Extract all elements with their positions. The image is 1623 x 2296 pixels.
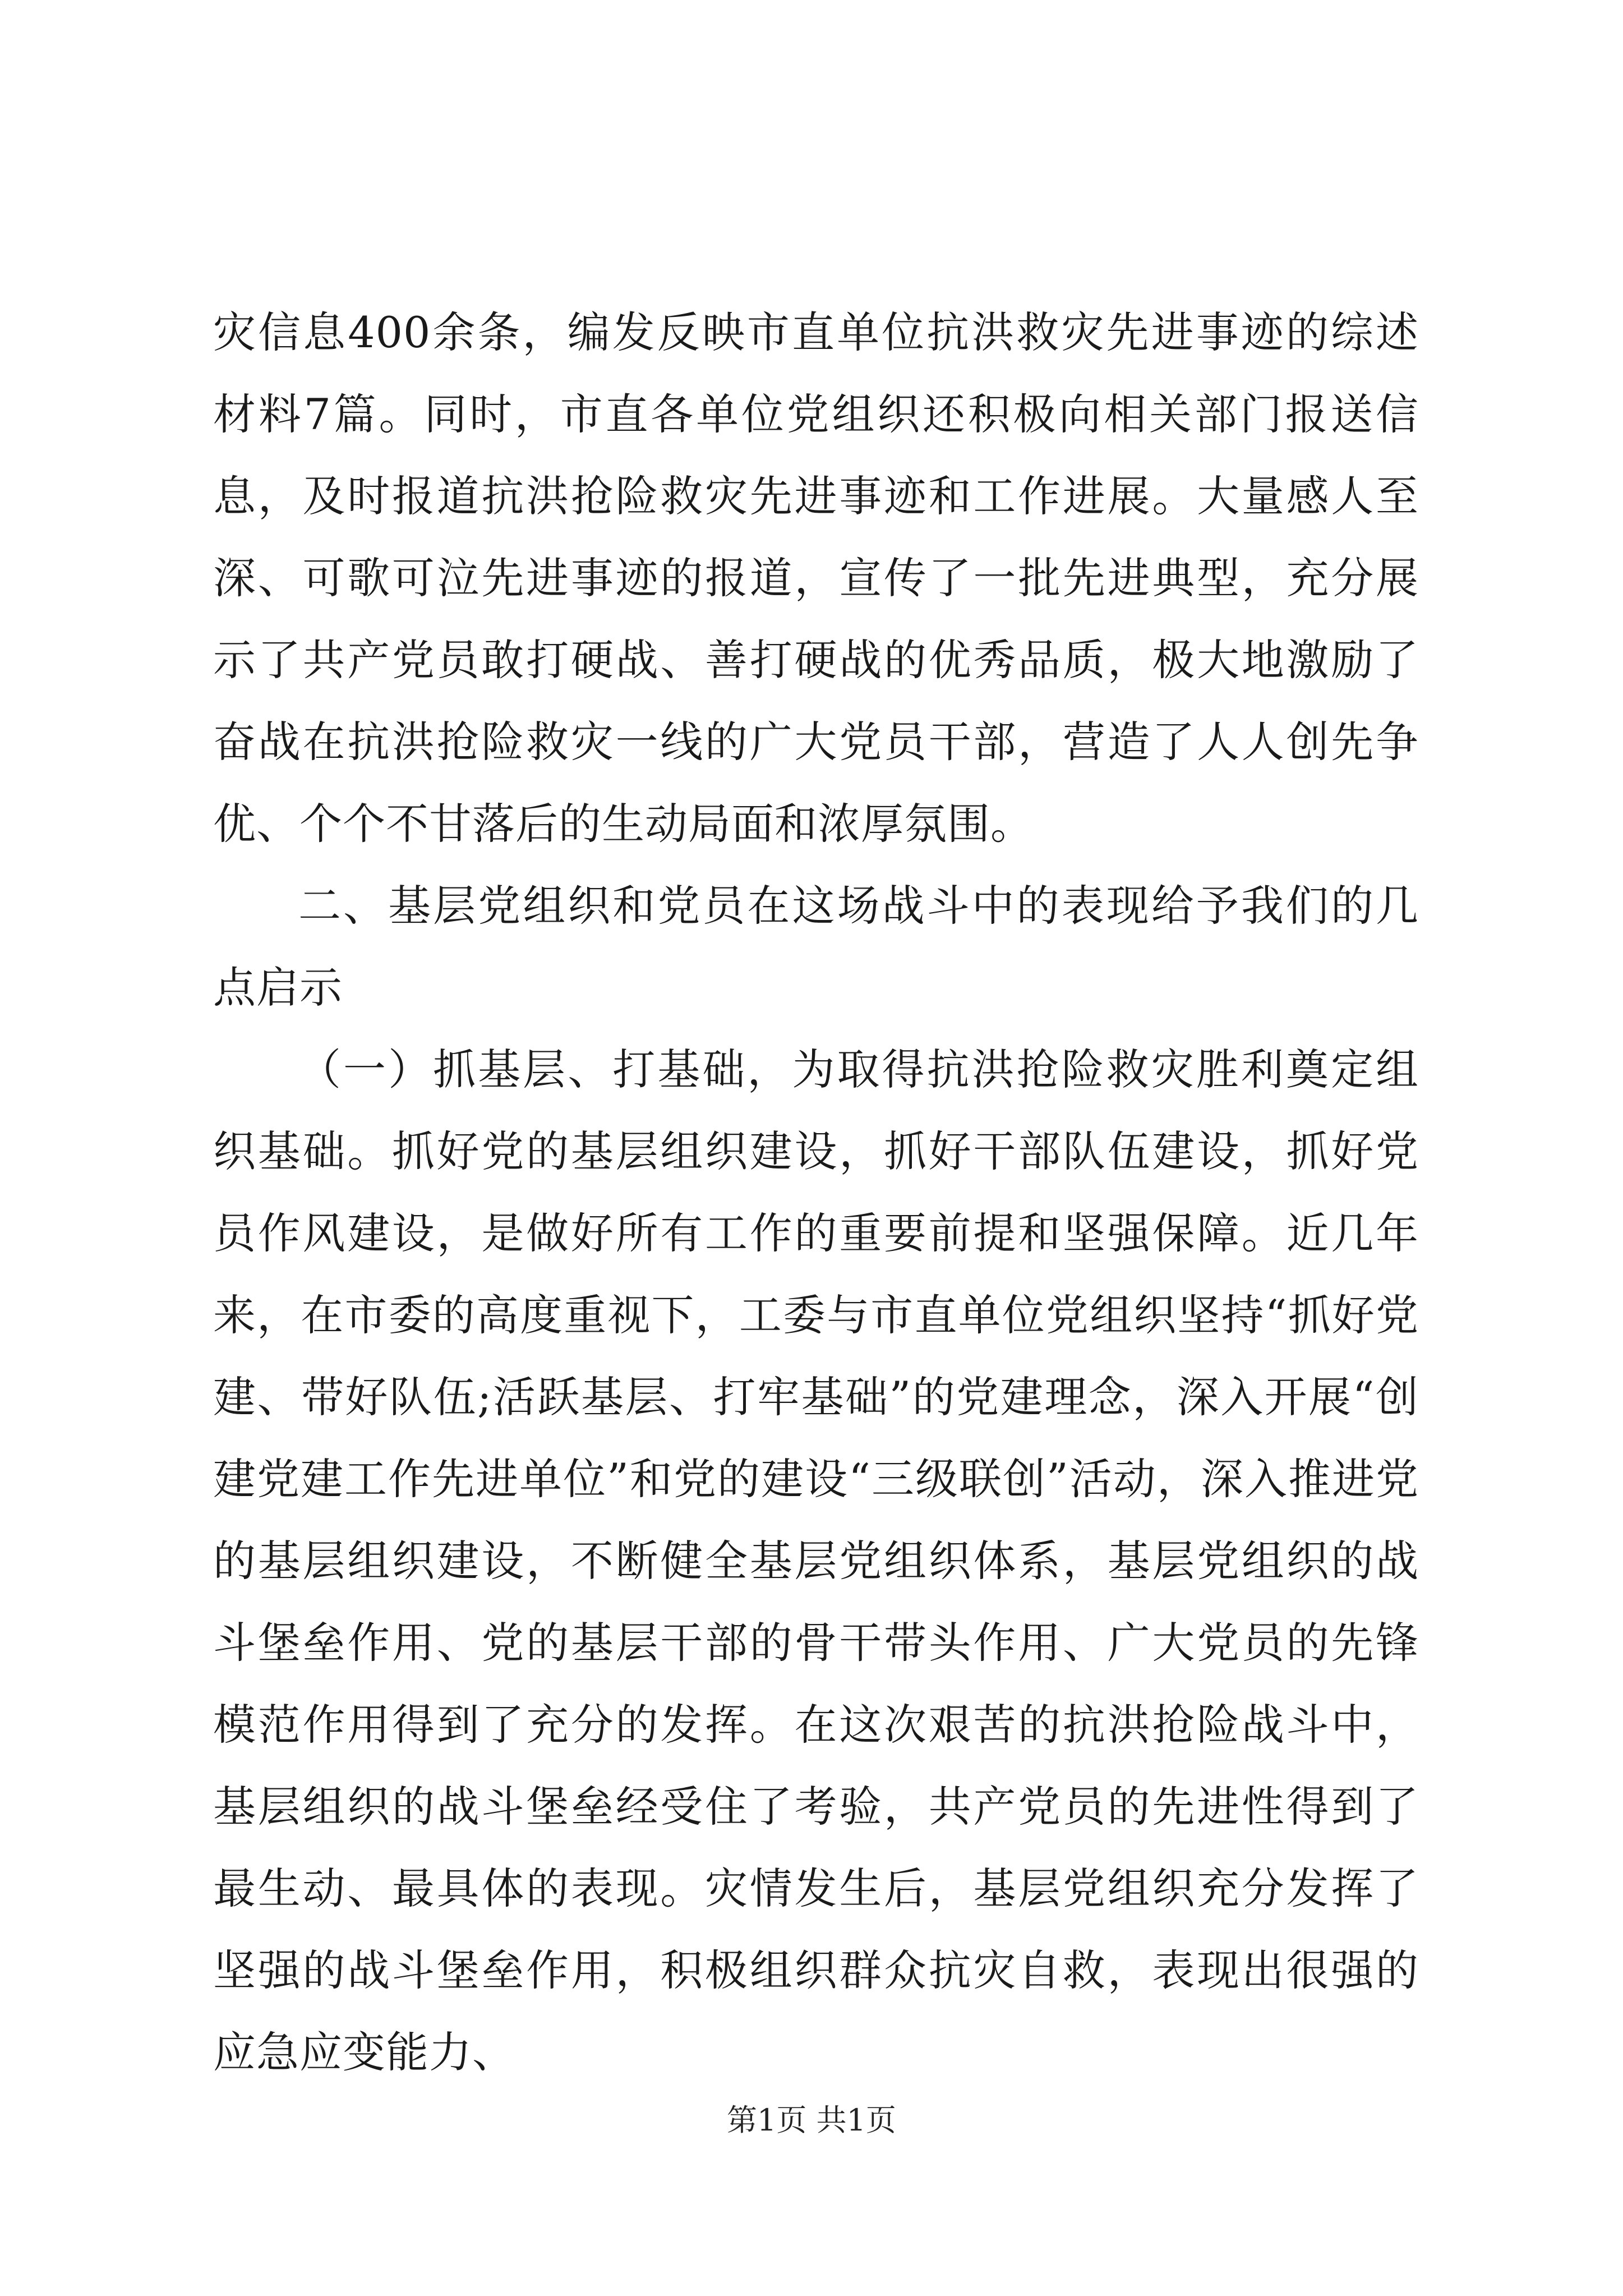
section-heading: 二、基层党组织和党员在这场战斗中的表现给予我们的几点启示 — [213, 881, 1419, 1013]
page-footer: 第1页 共1页 — [727, 2102, 896, 2138]
document-body — [213, 292, 1419, 2093]
paragraph-subsection-one: （一）抓基层、打基础，为取得抗洪抢险救灾胜利奠定组织基础。抓好党的基层组织建设，抓好干部队伍建设，抓好党员作风建设，是做好所有工作的重要前提和坚强保障。近几年来，在市委的高度重视下，工委与市直单位党组织坚持“抓好党建、带好队伍;活跃基层、打牢基础”的党建理念，深入开展“创建党建工作先进单位”和党的建设“三级联创”活动，深入推进党的基层组织建设，不断健全基层党组织体系，基层党组织的战斗堡垒作用、党的基层干部的骨干带头作用、广大党员的先锋模范作用得到了充分的发挥。在这次艰苦的抗洪抢险战斗中，基层组织的战斗堡垒经受住了考验，共产党员的先进性得到了最生动、最具体的表现。灾情发生后，基层党组织充分发挥了坚强的战斗堡垒作用，积极组织群众抗灾自救，表现出很强的应急应变能力、 — [213, 1045, 1419, 2077]
paragraph-continued: 灾信息400余条，编发反映市直单位抗洪救灾先进事迹的综述材料7篇。同时，市直各单位党组织还积极向相关部门报送信息，及时报道抗洪抢险救灾先进事迹和工作进展。大量感人至深、可歌可泣先进事迹的报道，宣传了一批先进典型，充分展示了共产党员敢打硬战、善打硬战的优秀品质，极大地激励了奋战在抗洪抢险救灾一线的广大党员干部，营造了人人创先争优、个个不甘落后的生动局面和浓厚氛围。 — [213, 307, 1419, 849]
